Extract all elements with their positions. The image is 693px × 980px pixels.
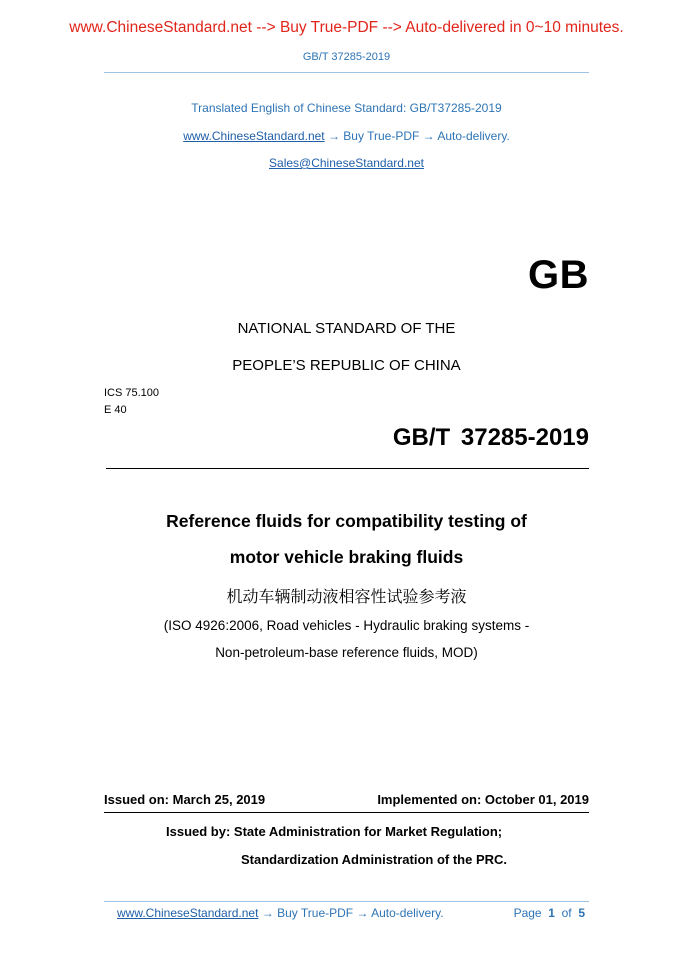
purchase-text: → Buy True-PDF → Auto-delivery.	[324, 129, 510, 143]
email-link[interactable]: Sales@ChineseStandard.net	[269, 156, 424, 170]
purchase-line	[0, 129, 693, 143]
gb-mark: GB	[528, 253, 589, 297]
national-standard-line-1: NATIONAL STANDARD OF THE	[237, 320, 456, 337]
top-banner[interactable]: www.ChineseStandard.net --> Buy True-PDF --> Auto-delivered in 0~10 minutes.	[69, 19, 624, 36]
footer-purchase-line	[117, 906, 444, 920]
implemented-date: Implemented on: October 01, 2019	[377, 792, 589, 807]
footer-site-link[interactable]: www.ChineseStandard.net	[117, 906, 259, 920]
page-indicator	[514, 906, 585, 920]
title-line-1: Reference fluids for compatibility testing of	[166, 511, 527, 531]
footer-rule	[104, 901, 589, 902]
ics-code: ICS 75.100	[104, 387, 160, 399]
iso-reference-line-2: Non-petroleum-base reference fluids, MOD)	[215, 645, 478, 660]
page-number: 1	[548, 906, 555, 920]
code-rule	[106, 468, 589, 469]
title-line-2: motor vehicle braking fluids	[229, 547, 464, 567]
of-label: of	[561, 906, 572, 920]
footer-purchase-text: → Buy True-PDF → Auto-delivery.	[258, 906, 444, 920]
issuer-line-1: Issued by: State Administration for Market Regulation;	[166, 824, 503, 839]
national-standard-line-2: PEOPLE’S REPUBLIC OF CHINA	[232, 357, 461, 374]
header-rule	[104, 72, 589, 73]
page-label: Page	[513, 906, 542, 920]
dates-rule	[104, 812, 589, 813]
ccs-code: E 40	[104, 404, 127, 416]
header-standard-code: GB/T 37285-2019	[302, 51, 391, 63]
page-total: 5	[578, 906, 585, 920]
email-line	[0, 156, 693, 170]
standard-code: GB/T 37285-2019	[392, 424, 589, 451]
iso-reference-line-1: (ISO 4926:2006, Road vehicles - Hydraulic braking systems -	[163, 618, 530, 633]
title-chinese: 机动车辆制动液相容性试验参考液	[226, 587, 467, 606]
issuer-line-2: Standardization Administration of the PRC.	[241, 852, 508, 867]
site-link[interactable]: www.ChineseStandard.net	[183, 129, 325, 143]
issued-date: Issued on: March 25, 2019	[104, 792, 266, 807]
translation-notice: Translated English of Chinese Standard: GB/T37285-2019	[191, 101, 502, 115]
